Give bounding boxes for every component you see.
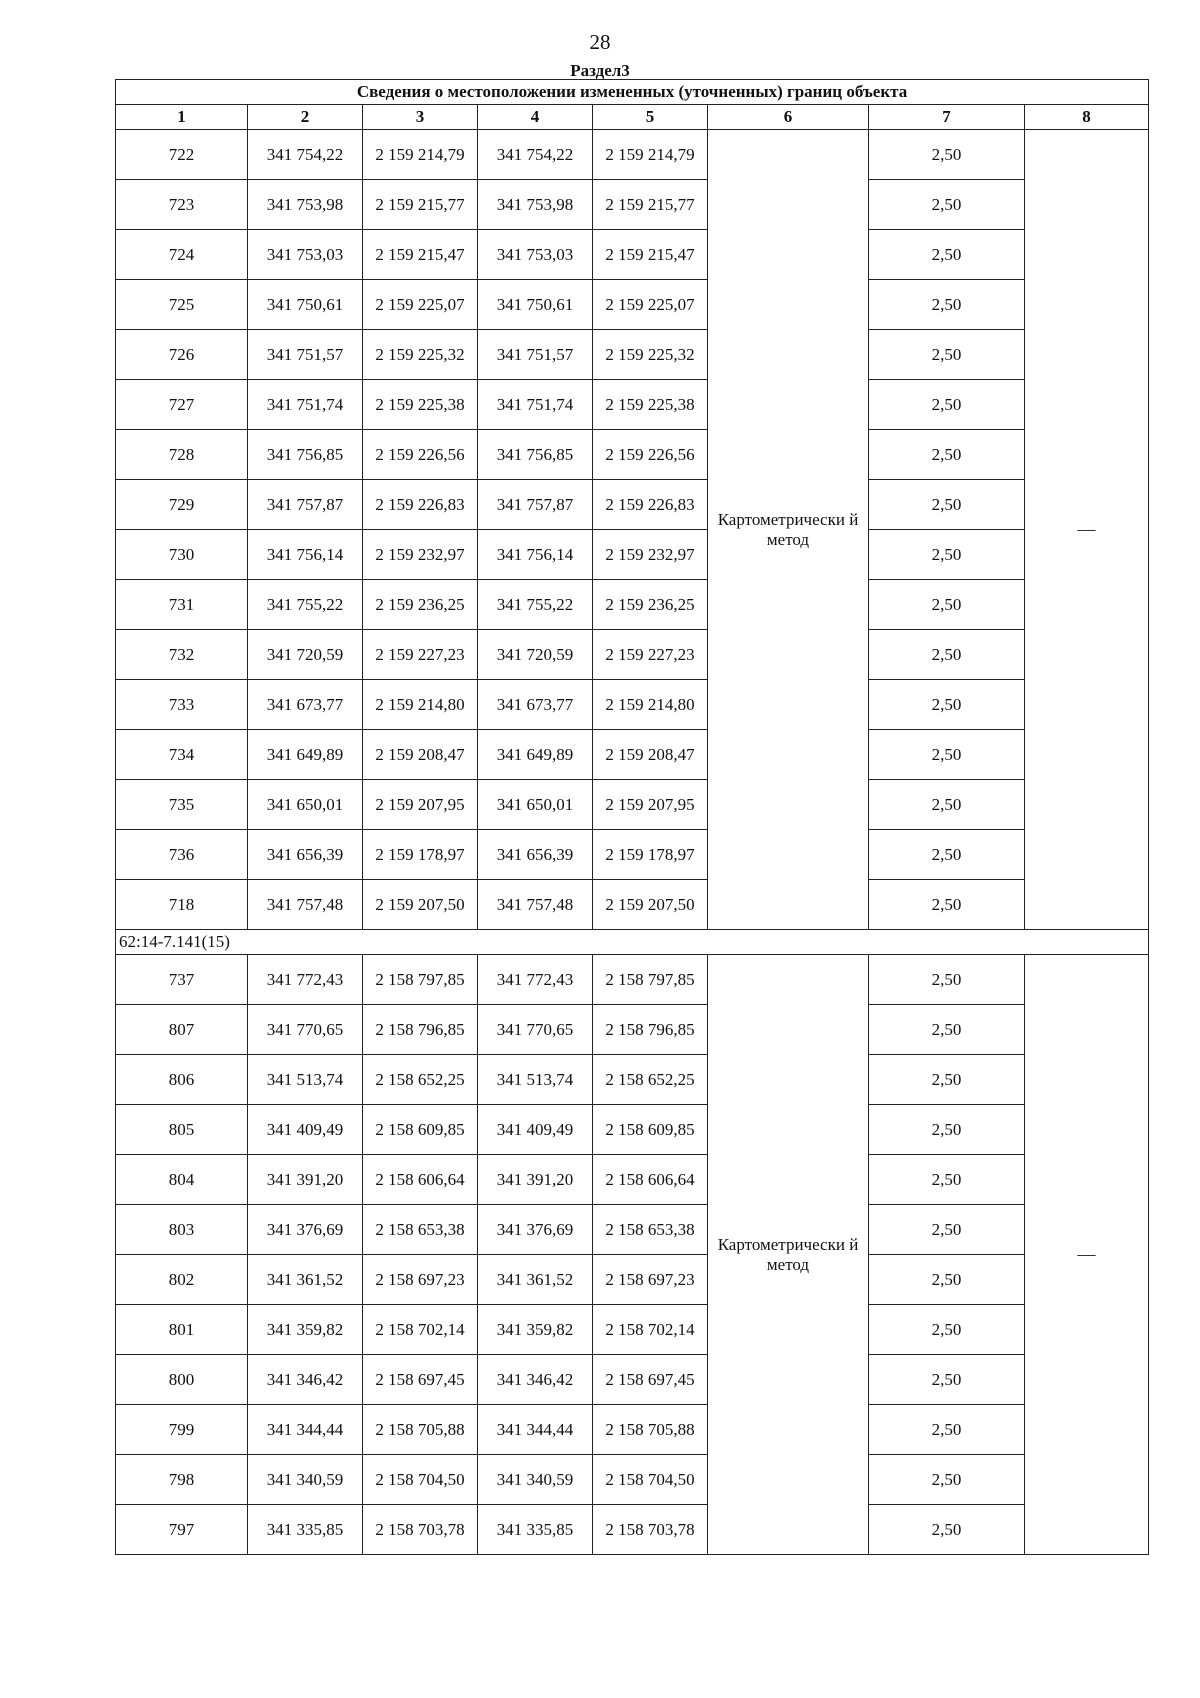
table-row bbox=[116, 430, 1149, 480]
y-existing-cell: 2 159 225,07 bbox=[363, 280, 478, 330]
table-row bbox=[116, 1405, 1149, 1455]
y-new-cell: 2 159 207,50 bbox=[593, 880, 708, 930]
point-number-cell: 806 bbox=[116, 1055, 248, 1105]
table-row bbox=[116, 230, 1149, 280]
table-row bbox=[116, 330, 1149, 380]
x-new-cell: 341 409,49 bbox=[478, 1105, 593, 1155]
column-number-8: 8 bbox=[1025, 105, 1149, 130]
x-existing-cell: 341 409,49 bbox=[248, 1105, 363, 1155]
description-cell: — bbox=[1025, 130, 1149, 930]
point-number-cell: 735 bbox=[116, 780, 248, 830]
x-new-cell: 341 757,87 bbox=[478, 480, 593, 530]
x-new-cell: 341 361,52 bbox=[478, 1255, 593, 1305]
y-new-cell: 2 158 606,64 bbox=[593, 1155, 708, 1205]
x-existing-cell: 341 757,87 bbox=[248, 480, 363, 530]
accuracy-cell: 2,50 bbox=[869, 130, 1025, 180]
table-row bbox=[116, 280, 1149, 330]
y-existing-cell: 2 159 226,83 bbox=[363, 480, 478, 530]
x-existing-cell: 341 770,65 bbox=[248, 1005, 363, 1055]
x-new-cell: 341 376,69 bbox=[478, 1205, 593, 1255]
x-existing-cell: 341 720,59 bbox=[248, 630, 363, 680]
table-row bbox=[116, 180, 1149, 230]
description-cell: — bbox=[1025, 955, 1149, 1555]
x-new-cell: 341 751,74 bbox=[478, 380, 593, 430]
y-new-cell: 2 159 214,80 bbox=[593, 680, 708, 730]
table-row bbox=[116, 955, 1149, 1005]
table-row bbox=[116, 1455, 1149, 1505]
method-cell: Картометрически й метод bbox=[708, 955, 869, 1555]
point-number-cell: 799 bbox=[116, 1405, 248, 1455]
x-existing-cell: 341 751,74 bbox=[248, 380, 363, 430]
x-new-cell: 341 649,89 bbox=[478, 730, 593, 780]
y-existing-cell: 2 158 652,25 bbox=[363, 1055, 478, 1105]
y-existing-cell: 2 158 797,85 bbox=[363, 955, 478, 1005]
point-number-cell: 802 bbox=[116, 1255, 248, 1305]
accuracy-cell: 2,50 bbox=[869, 680, 1025, 730]
accuracy-cell: 2,50 bbox=[869, 1205, 1025, 1255]
y-existing-cell: 2 159 225,32 bbox=[363, 330, 478, 380]
accuracy-cell: 2,50 bbox=[869, 780, 1025, 830]
x-new-cell: 341 770,65 bbox=[478, 1005, 593, 1055]
x-new-cell: 341 656,39 bbox=[478, 830, 593, 880]
y-new-cell: 2 159 178,97 bbox=[593, 830, 708, 880]
y-new-cell: 2 159 225,32 bbox=[593, 330, 708, 380]
x-existing-cell: 341 753,98 bbox=[248, 180, 363, 230]
column-number-4: 4 bbox=[478, 105, 593, 130]
y-existing-cell: 2 159 178,97 bbox=[363, 830, 478, 880]
y-new-cell: 2 159 225,07 bbox=[593, 280, 708, 330]
accuracy-cell: 2,50 bbox=[869, 280, 1025, 330]
y-existing-cell: 2 158 796,85 bbox=[363, 1005, 478, 1055]
y-existing-cell: 2 158 702,14 bbox=[363, 1305, 478, 1355]
y-existing-cell: 2 159 207,50 bbox=[363, 880, 478, 930]
y-new-cell: 2 158 652,25 bbox=[593, 1055, 708, 1105]
point-number-cell: 725 bbox=[116, 280, 248, 330]
x-existing-cell: 341 755,22 bbox=[248, 580, 363, 630]
x-new-cell: 341 344,44 bbox=[478, 1405, 593, 1455]
point-number-cell: 722 bbox=[116, 130, 248, 180]
x-existing-cell: 341 750,61 bbox=[248, 280, 363, 330]
accuracy-cell: 2,50 bbox=[869, 630, 1025, 680]
y-existing-cell: 2 158 606,64 bbox=[363, 1155, 478, 1205]
y-existing-cell: 2 159 214,80 bbox=[363, 680, 478, 730]
point-number-cell: 718 bbox=[116, 880, 248, 930]
x-new-cell: 341 513,74 bbox=[478, 1055, 593, 1105]
y-new-cell: 2 159 225,38 bbox=[593, 380, 708, 430]
x-existing-cell: 341 391,20 bbox=[248, 1155, 363, 1205]
x-existing-cell: 341 753,03 bbox=[248, 230, 363, 280]
y-existing-cell: 2 159 227,23 bbox=[363, 630, 478, 680]
point-number-cell: 724 bbox=[116, 230, 248, 280]
x-new-cell: 341 750,61 bbox=[478, 280, 593, 330]
accuracy-cell: 2,50 bbox=[869, 1405, 1025, 1455]
accuracy-cell: 2,50 bbox=[869, 730, 1025, 780]
y-new-cell: 2 159 226,83 bbox=[593, 480, 708, 530]
y-new-cell: 2 158 697,45 bbox=[593, 1355, 708, 1405]
column-number-6: 6 bbox=[708, 105, 869, 130]
method-cell: Картометрически й метод bbox=[708, 130, 869, 930]
x-existing-cell: 341 656,39 bbox=[248, 830, 363, 880]
y-existing-cell: 2 158 704,50 bbox=[363, 1455, 478, 1505]
column-number-3: 3 bbox=[363, 105, 478, 130]
y-new-cell: 2 158 703,78 bbox=[593, 1505, 708, 1555]
x-existing-cell: 341 346,42 bbox=[248, 1355, 363, 1405]
y-existing-cell: 2 158 653,38 bbox=[363, 1205, 478, 1255]
y-existing-cell: 2 159 236,25 bbox=[363, 580, 478, 630]
point-number-cell: 726 bbox=[116, 330, 248, 380]
accuracy-cell: 2,50 bbox=[869, 1105, 1025, 1155]
accuracy-cell: 2,50 bbox=[869, 955, 1025, 1005]
table-row bbox=[116, 630, 1149, 680]
accuracy-cell: 2,50 bbox=[869, 530, 1025, 580]
x-existing-cell: 341 649,89 bbox=[248, 730, 363, 780]
x-new-cell: 341 756,85 bbox=[478, 430, 593, 480]
y-existing-cell: 2 158 705,88 bbox=[363, 1405, 478, 1455]
x-new-cell: 341 650,01 bbox=[478, 780, 593, 830]
point-number-cell: 807 bbox=[116, 1005, 248, 1055]
x-existing-cell: 341 772,43 bbox=[248, 955, 363, 1005]
accuracy-cell: 2,50 bbox=[869, 1455, 1025, 1505]
parcel-row bbox=[116, 930, 1149, 955]
y-new-cell: 2 159 215,47 bbox=[593, 230, 708, 280]
point-number-cell: 805 bbox=[116, 1105, 248, 1155]
x-new-cell: 341 754,22 bbox=[478, 130, 593, 180]
x-new-cell: 341 673,77 bbox=[478, 680, 593, 730]
table-row bbox=[116, 1105, 1149, 1155]
point-number-cell: 797 bbox=[116, 1505, 248, 1555]
y-new-cell: 2 159 236,25 bbox=[593, 580, 708, 630]
accuracy-cell: 2,50 bbox=[869, 180, 1025, 230]
y-new-cell: 2 159 215,77 bbox=[593, 180, 708, 230]
accuracy-cell: 2,50 bbox=[869, 580, 1025, 630]
column-number-1: 1 bbox=[116, 105, 248, 130]
y-existing-cell: 2 159 232,97 bbox=[363, 530, 478, 580]
x-existing-cell: 341 359,82 bbox=[248, 1305, 363, 1355]
point-number-cell: 727 bbox=[116, 380, 248, 430]
point-number-cell: 730 bbox=[116, 530, 248, 580]
y-new-cell: 2 159 227,23 bbox=[593, 630, 708, 680]
x-existing-cell: 341 650,01 bbox=[248, 780, 363, 830]
x-new-cell: 341 346,42 bbox=[478, 1355, 593, 1405]
y-existing-cell: 2 159 215,77 bbox=[363, 180, 478, 230]
table-row bbox=[116, 1005, 1149, 1055]
y-new-cell: 2 159 232,97 bbox=[593, 530, 708, 580]
x-existing-cell: 341 754,22 bbox=[248, 130, 363, 180]
y-new-cell: 2 159 226,56 bbox=[593, 430, 708, 480]
accuracy-cell: 2,50 bbox=[869, 480, 1025, 530]
x-existing-cell: 341 376,69 bbox=[248, 1205, 363, 1255]
y-existing-cell: 2 158 703,78 bbox=[363, 1505, 478, 1555]
parcel-label: 62:14-7.141(15) bbox=[116, 930, 1149, 955]
table-row bbox=[116, 1505, 1149, 1555]
x-new-cell: 341 753,03 bbox=[478, 230, 593, 280]
y-existing-cell: 2 159 215,47 bbox=[363, 230, 478, 280]
accuracy-cell: 2,50 bbox=[869, 880, 1025, 930]
accuracy-cell: 2,50 bbox=[869, 230, 1025, 280]
accuracy-cell: 2,50 bbox=[869, 380, 1025, 430]
x-new-cell: 341 755,22 bbox=[478, 580, 593, 630]
accuracy-cell: 2,50 bbox=[869, 1305, 1025, 1355]
y-existing-cell: 2 158 697,45 bbox=[363, 1355, 478, 1405]
x-new-cell: 341 751,57 bbox=[478, 330, 593, 380]
x-new-cell: 341 720,59 bbox=[478, 630, 593, 680]
y-existing-cell: 2 159 226,56 bbox=[363, 430, 478, 480]
accuracy-cell: 2,50 bbox=[869, 830, 1025, 880]
page-number: 28 bbox=[589, 30, 611, 54]
table-row bbox=[116, 780, 1149, 830]
boundary-table bbox=[115, 79, 1149, 1555]
y-new-cell: 2 159 208,47 bbox=[593, 730, 708, 780]
accuracy-cell: 2,50 bbox=[869, 1505, 1025, 1555]
y-existing-cell: 2 159 208,47 bbox=[363, 730, 478, 780]
y-existing-cell: 2 158 697,23 bbox=[363, 1255, 478, 1305]
table-row bbox=[116, 730, 1149, 780]
y-new-cell: 2 158 704,50 bbox=[593, 1455, 708, 1505]
accuracy-cell: 2,50 bbox=[869, 1255, 1025, 1305]
point-number-cell: 733 bbox=[116, 680, 248, 730]
y-new-cell: 2 158 797,85 bbox=[593, 955, 708, 1005]
x-existing-cell: 341 673,77 bbox=[248, 680, 363, 730]
accuracy-cell: 2,50 bbox=[869, 1355, 1025, 1405]
point-number-cell: 732 bbox=[116, 630, 248, 680]
y-new-cell: 2 158 697,23 bbox=[593, 1255, 708, 1305]
table-row bbox=[116, 380, 1149, 430]
column-number-5: 5 bbox=[593, 105, 708, 130]
y-new-cell: 2 158 702,14 bbox=[593, 1305, 708, 1355]
accuracy-cell: 2,50 bbox=[869, 1005, 1025, 1055]
x-new-cell: 341 756,14 bbox=[478, 530, 593, 580]
table-row bbox=[116, 1155, 1149, 1205]
table-row bbox=[116, 530, 1149, 580]
accuracy-cell: 2,50 bbox=[869, 330, 1025, 380]
x-new-cell: 341 391,20 bbox=[478, 1155, 593, 1205]
y-new-cell: 2 159 214,79 bbox=[593, 130, 708, 180]
y-new-cell: 2 158 609,85 bbox=[593, 1105, 708, 1155]
table-row bbox=[116, 1205, 1149, 1255]
x-existing-cell: 341 335,85 bbox=[248, 1505, 363, 1555]
point-number-cell: 798 bbox=[116, 1455, 248, 1505]
point-number-cell: 737 bbox=[116, 955, 248, 1005]
table-row bbox=[116, 680, 1149, 730]
table-row bbox=[116, 580, 1149, 630]
point-number-cell: 803 bbox=[116, 1205, 248, 1255]
y-existing-cell: 2 158 609,85 bbox=[363, 1105, 478, 1155]
table-row bbox=[116, 130, 1149, 180]
table-row bbox=[116, 1355, 1149, 1405]
y-new-cell: 2 158 796,85 bbox=[593, 1005, 708, 1055]
point-number-cell: 729 bbox=[116, 480, 248, 530]
accuracy-cell: 2,50 bbox=[869, 1055, 1025, 1105]
point-number-cell: 731 bbox=[116, 580, 248, 630]
point-number-cell: 736 bbox=[116, 830, 248, 880]
table-row bbox=[116, 480, 1149, 530]
point-number-cell: 801 bbox=[116, 1305, 248, 1355]
point-number-cell: 800 bbox=[116, 1355, 248, 1405]
point-number-cell: 804 bbox=[116, 1155, 248, 1205]
x-new-cell: 341 359,82 bbox=[478, 1305, 593, 1355]
table-row bbox=[116, 1055, 1149, 1105]
x-existing-cell: 341 756,85 bbox=[248, 430, 363, 480]
x-new-cell: 341 772,43 bbox=[478, 955, 593, 1005]
x-existing-cell: 341 340,59 bbox=[248, 1455, 363, 1505]
point-number-cell: 728 bbox=[116, 430, 248, 480]
point-number-cell: 723 bbox=[116, 180, 248, 230]
x-new-cell: 341 757,48 bbox=[478, 880, 593, 930]
table-row bbox=[116, 830, 1149, 880]
point-number-cell: 734 bbox=[116, 730, 248, 780]
table-row bbox=[116, 1305, 1149, 1355]
table-row bbox=[116, 1255, 1149, 1305]
x-existing-cell: 341 757,48 bbox=[248, 880, 363, 930]
x-new-cell: 341 753,98 bbox=[478, 180, 593, 230]
x-existing-cell: 341 344,44 bbox=[248, 1405, 363, 1455]
column-number-7: 7 bbox=[869, 105, 1025, 130]
x-new-cell: 341 340,59 bbox=[478, 1455, 593, 1505]
column-number-2: 2 bbox=[248, 105, 363, 130]
table-row bbox=[116, 880, 1149, 930]
y-new-cell: 2 158 705,88 bbox=[593, 1405, 708, 1455]
y-new-cell: 2 159 207,95 bbox=[593, 780, 708, 830]
y-existing-cell: 2 159 207,95 bbox=[363, 780, 478, 830]
x-existing-cell: 341 756,14 bbox=[248, 530, 363, 580]
x-new-cell: 341 335,85 bbox=[478, 1505, 593, 1555]
x-existing-cell: 341 513,74 bbox=[248, 1055, 363, 1105]
y-existing-cell: 2 159 225,38 bbox=[363, 380, 478, 430]
accuracy-cell: 2,50 bbox=[869, 1155, 1025, 1205]
section-title: Раздел3 bbox=[570, 61, 630, 80]
y-new-cell: 2 158 653,38 bbox=[593, 1205, 708, 1255]
y-existing-cell: 2 159 214,79 bbox=[363, 130, 478, 180]
x-existing-cell: 341 751,57 bbox=[248, 330, 363, 380]
table-caption: Сведения о местоположении измененных (уточненных) границ объекта bbox=[116, 80, 1149, 105]
column-number-row bbox=[116, 105, 1149, 130]
accuracy-cell: 2,50 bbox=[869, 430, 1025, 480]
x-existing-cell: 341 361,52 bbox=[248, 1255, 363, 1305]
